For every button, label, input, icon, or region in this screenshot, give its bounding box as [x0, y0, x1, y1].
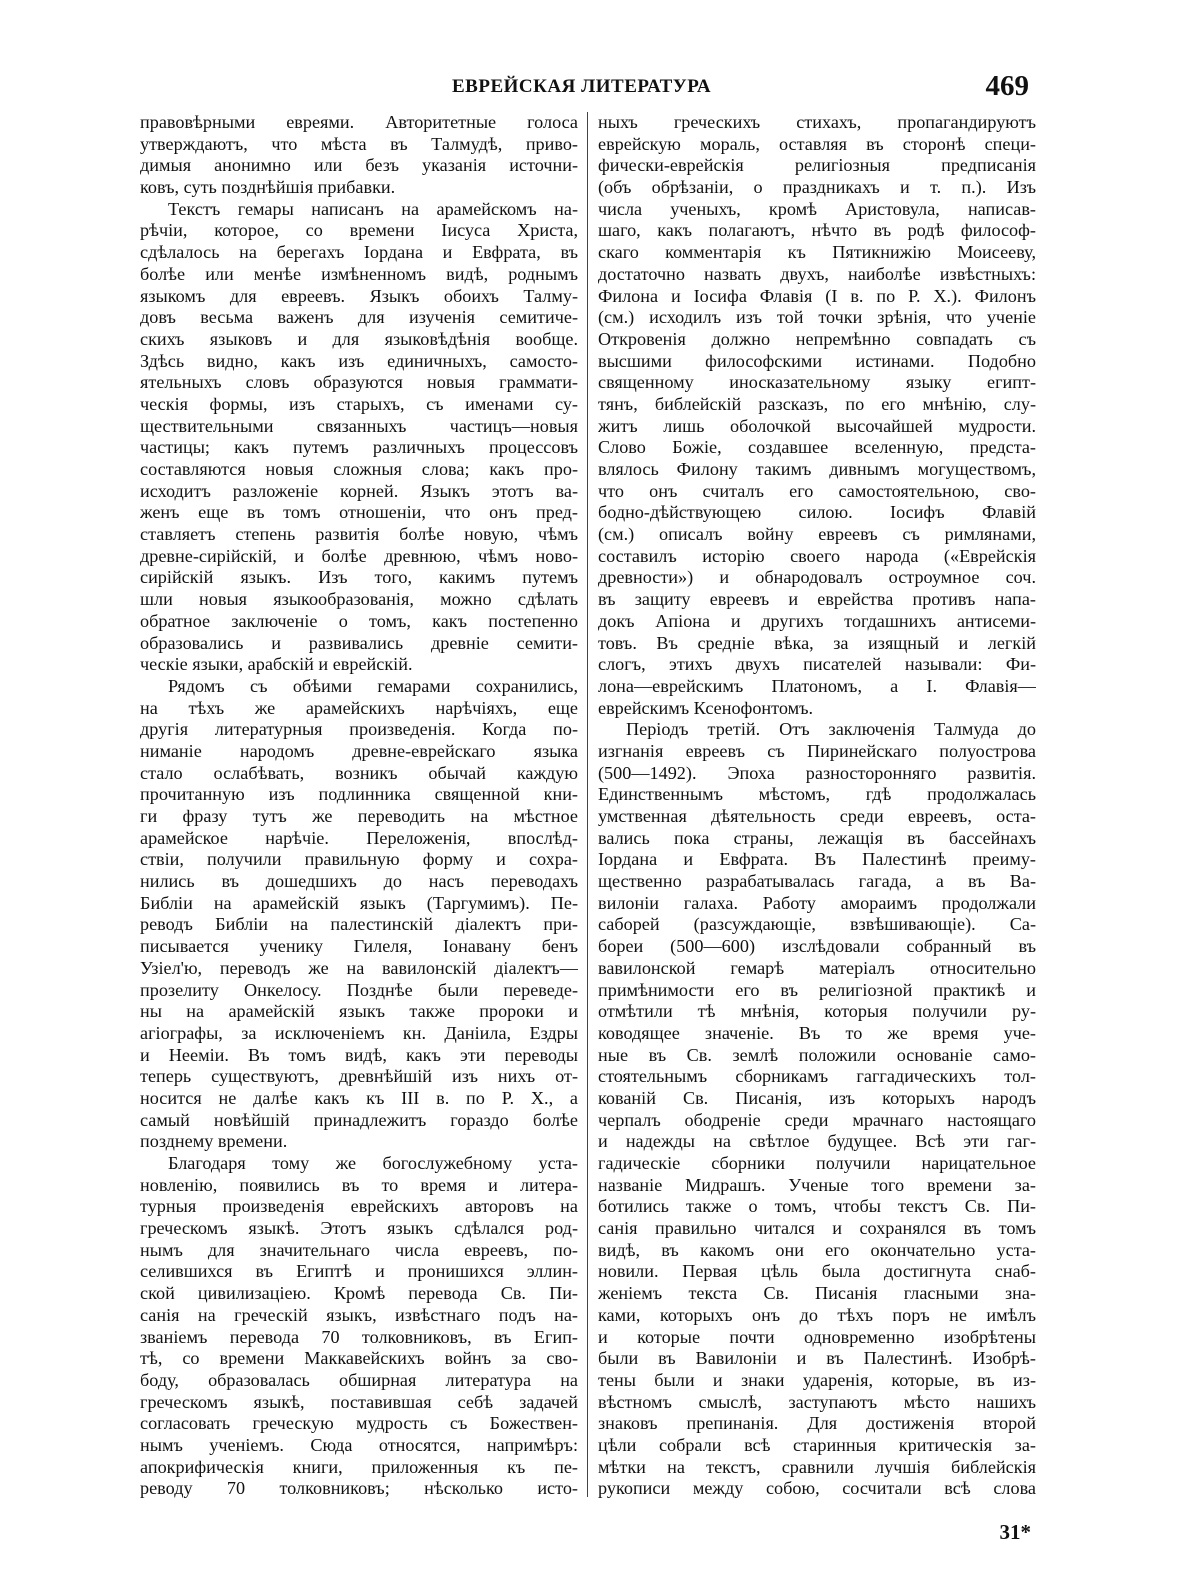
text-line: Слово Божіе, создавшее вселенную, предста-	[598, 437, 1036, 458]
text-line: писывается ученику Гилеля, Іонавану бенъ	[140, 936, 578, 957]
text-line: и Нееміи. Въ томъ видѣ, какъ эти переводы	[140, 1044, 578, 1065]
text-line: были въ Вавилоніи и въ Палестинѣ. Изобрѣ-	[598, 1348, 1036, 1369]
text-line: новили. Первая цѣль была достигнута снаб-	[598, 1261, 1036, 1282]
text-line: обратное заключеніе о томъ, какъ постепенно	[140, 610, 578, 631]
text-line: реводу 70 толковниковъ; нѣсколько исто-	[140, 1478, 578, 1499]
text-line: греческомъ языкѣ. Этотъ языкъ сдѣлался род-	[140, 1218, 578, 1239]
text-line: теперь существуютъ, древнѣйшій изъ нихъ от-	[140, 1066, 578, 1087]
text-line: Іордана и Евфрата. Въ Палестинѣ преиму-	[598, 849, 1036, 870]
text-line: въ защиту евреевъ и еврейства противъ напа-	[598, 589, 1036, 610]
text-line: Единственнымъ мѣстомъ, гдѣ продолжалась	[598, 784, 1036, 805]
text-line: (объ обрѣзаніи, о праздникахъ и т. п.). Изъ	[598, 177, 1036, 198]
text-line: Текстъ гемары написанъ на арамейскомъ на-	[168, 198, 578, 219]
text-line: составляются новыя сложныя слова; какъ про-	[140, 459, 578, 479]
text-line: званіемъ перевода 70 толковниковъ, въ Егип-	[140, 1326, 578, 1347]
text-line: языкомъ для евреевъ. Языкъ обоихъ Талму-	[140, 285, 578, 306]
text-line: достаточно назвать двухъ, наиболѣе извѣстныхъ:	[598, 263, 1036, 284]
text-line: утверждаютъ, что мѣста въ Талмудѣ, приво-	[140, 133, 578, 154]
text-line: шаго, какъ полагаютъ, нѣчто въ родѣ философ-	[598, 220, 1036, 241]
text-line: древности») и обнародовалъ остроумное соч.	[598, 567, 1036, 588]
text-line: еврейскую мораль, оставляя въ сторонѣ специ-	[598, 133, 1036, 154]
text-line: мѣтки на текстъ, сравнили лучшія библейскія	[598, 1456, 1036, 1477]
text-line: и надежды на свѣтлое будущее. Всѣ эти гаг-	[598, 1131, 1036, 1152]
text-line: числа ученыхъ, кромѣ Аристовула, написав-	[598, 198, 1036, 219]
text-line: тянъ, библейскій разсказъ, по его мнѣнію, слу-	[598, 393, 1036, 414]
text-line: на тѣхъ же арамейскихъ нарѣчіяхъ, еще	[140, 697, 578, 718]
text-line: ятельныхъ словъ образуются новыя граммати-	[140, 372, 578, 393]
text-line: образовались и развивались древніе семити-	[140, 632, 578, 653]
text-line: влялось Филону такимъ дивнымъ могуществомъ,	[598, 459, 1036, 479]
text-line: что онъ считалъ его самостоятельною, сво-	[598, 480, 1036, 501]
right-text-column	[598, 112, 1036, 1500]
text-line: димыя анонимно или безъ указанія источни-	[140, 155, 578, 176]
text-line: саборей (разсуждающіе, взвѣшивающіе). Са-	[598, 914, 1036, 935]
text-line: другія литературныя произведенія. Когда по-	[140, 719, 578, 740]
text-line: вались пока страны, лежащія въ бассейнахъ	[598, 827, 1036, 848]
text-line: ками, которыхъ онъ до тѣхъ поръ не имѣлъ	[598, 1304, 1036, 1325]
text-line: умственная дѣятельность среди евреевъ, оста-	[598, 806, 1036, 826]
text-line: Рядомъ съ обѣими гемарами сохранились,	[168, 675, 578, 696]
text-line: прочитанную изъ подлинника священной кни-	[140, 784, 578, 805]
text-line: Откровенія должно непремѣнно совпадать съ	[598, 328, 1036, 349]
text-line: Узіел'ю, переводъ же на вавилонскій діалектъ—	[140, 957, 578, 978]
text-line: ководящее значеніе. Въ то же время уче-	[598, 1022, 1036, 1043]
text-line: нымъ для значительнаго числа евреевъ, по-	[140, 1239, 578, 1260]
text-line: тѣ, со времени Маккавейскихъ войнъ за сво-	[140, 1348, 578, 1369]
text-line: ствіи, получили правильную форму и сохра-	[140, 849, 578, 870]
text-line: изгнанія евреевъ съ Пиринейскаго полуострова	[598, 740, 1036, 761]
text-line: видѣ, въ какомъ они его окончательно уста-	[598, 1239, 1036, 1260]
text-line: согласовать греческую мудрость съ Божествен-	[140, 1413, 578, 1434]
text-line: реводъ Библіи на палестинскій діалектъ при-	[140, 914, 578, 935]
text-line: частицы; какъ путемъ различныхъ процессовъ	[140, 437, 578, 458]
text-line: ниманіе народомъ древне-еврейскаго языка	[140, 740, 578, 761]
text-line: священному иносказательному языку египт-	[598, 372, 1036, 393]
text-line: арамейское нарѣчіе. Переложенія, впослѣд-	[140, 827, 578, 848]
text-line: женіемъ текста Св. Писанія гласными зна-	[598, 1283, 1036, 1304]
text-line: вавилонской гемарѣ матеріалъ относительно	[598, 957, 1036, 978]
text-line: ческіе языки, арабскій и еврейскій.	[140, 654, 413, 675]
text-line: ные въ Св. землѣ положили основаніе само-	[598, 1044, 1036, 1065]
text-line: шли новыя языкообразованія, можно сдѣлать	[140, 589, 578, 610]
text-line: ны на арамейскій языкъ также пророки и	[140, 1001, 578, 1022]
text-line: слогъ, этихъ двухъ писателей называли: Фи-	[598, 654, 1036, 675]
text-line: носится не далѣе какъ къ III в. по Р. Х., а	[140, 1087, 578, 1108]
text-line: фически-еврейскія религіозныя предписанія	[598, 155, 1036, 176]
text-line: (см.) исходилъ изъ той точки зрѣнія, что ученіе	[598, 307, 1036, 328]
text-line: апокрифическія книги, приложенныя къ пе-	[140, 1456, 578, 1477]
text-line: стало ослабѣвать, возникъ обычай каждую	[140, 762, 578, 783]
text-line: греческомъ языкѣ, поставившая себѣ задачей	[140, 1391, 578, 1412]
text-line: отмѣтили тѣ мнѣнія, которыя получили ру-	[598, 1001, 1036, 1022]
text-line: щественно разрабатывалась гагада, а въ Ва-	[598, 871, 1036, 892]
text-line: исходитъ разложеніе корней. Языкъ этотъ ва-	[140, 480, 578, 501]
text-line: еврейскимъ Ксенофонтомъ.	[598, 697, 814, 718]
text-line: лона—еврейскимъ Платономъ, а І. Флавія—	[598, 675, 1036, 696]
text-line: тены были и знаки ударенія, которые, въ из-	[598, 1369, 1036, 1390]
text-line: Здѣсь видно, какъ изъ единичныхъ, самосто-	[140, 350, 578, 371]
text-line: стоятельнымъ сборникамъ гаггадическихъ тол-	[598, 1066, 1036, 1087]
text-line: вѣстномъ смыслѣ, заступаютъ мѣсто нашихъ	[598, 1391, 1036, 1412]
text-line: знаковъ препинанія. Для достиженія второй	[598, 1413, 1036, 1434]
text-line: женъ еще въ томъ отношеніи, что онъ пред-	[140, 502, 578, 523]
text-line: (см.) описалъ войну евреевъ съ римлянами,	[598, 524, 1036, 545]
text-line: Библіи на арамейскій языкъ (Таргумимъ). Пе-	[140, 892, 578, 913]
running-header-title: ЕВРЕЙСКАЯ ЛИТЕРАТУРА	[452, 76, 712, 97]
text-line: рукописи между собою, сосчитали всѣ слова	[598, 1478, 1036, 1499]
text-line: довъ весьма важенъ для изученія семитиче-	[140, 307, 578, 328]
text-line: ги фразу тутъ же переводить на мѣстное	[140, 806, 578, 826]
text-line: составилъ исторію своего народа («Еврейскія	[598, 545, 1036, 566]
text-line: кованій Св. Писанія, изъ которыхъ народъ	[598, 1087, 1036, 1108]
text-line: рѣчіи, которое, со времени Іисуса Христа,	[140, 220, 578, 241]
text-line: сирійскій языкъ. Изъ того, какимъ путемъ	[140, 567, 578, 588]
text-line: и которые почти одновременно изобрѣтены	[598, 1326, 1036, 1347]
text-line: турныя произведенія еврейскихъ авторовъ на	[140, 1196, 578, 1217]
text-line: ской цивилизаціею. Кромѣ перевода Св. Пи-	[140, 1283, 578, 1304]
text-line: боду, образовалась обширная литература на	[140, 1369, 578, 1390]
text-line: цѣли собрали всѣ старинныя критическія за-	[598, 1434, 1036, 1455]
text-line: агіографы, за исключеніемъ кн. Даніила, Ездры	[140, 1022, 578, 1043]
text-line: позднему времени.	[140, 1131, 288, 1152]
text-line: примѣнимости его въ религіозной практикѣ и	[598, 979, 1036, 1000]
text-line: ныхъ греческихъ стихахъ, пропагандируютъ	[598, 112, 1036, 132]
text-line: названіе Мидрашъ. Ученые того времени за-	[598, 1174, 1036, 1195]
text-line: ботились также о томъ, чтобы текстъ Св. Пи-	[598, 1196, 1036, 1217]
text-line: Филона и Іосифа Флавія (I в. по Р. Х.). Филонъ	[598, 285, 1036, 306]
text-line: ществительными связанныхъ частицъ—новыя	[140, 415, 578, 436]
text-line: вилоніи галаха. Работу амораимъ продолжали	[598, 892, 1036, 913]
text-line: болѣе или менѣе измѣненномъ видѣ, роднымъ	[140, 263, 578, 284]
text-line: нились въ дошедшихъ до насъ переводахъ	[140, 871, 578, 892]
text-line: нымъ ученіемъ. Сюда относятся, напримѣръ:	[140, 1434, 578, 1455]
text-line: самый новѣйшій принадлежитъ гораздо болѣе	[140, 1109, 578, 1130]
text-line: товъ. Въ средніе вѣка, за изящный и легкій	[598, 632, 1036, 653]
left-text-column	[140, 112, 578, 1500]
printer-signature-mark: 31*	[999, 1520, 1031, 1544]
column-divider-rule	[587, 112, 588, 1497]
text-line: Благодаря тому же богослужебному уста-	[168, 1153, 578, 1173]
text-line: древне-сирійскій, и болѣе древнюю, чѣмъ ново-	[140, 545, 578, 566]
text-line: бореи (500—600) изслѣдовали собранный въ	[598, 936, 1036, 957]
text-line: житъ лишь оболочкой высочайшей мудрости.	[598, 415, 1036, 436]
text-line: Періодъ третій. Отъ заключенія Талмуда до	[626, 719, 1036, 740]
text-line: черпалъ ободреніе среди мрачнаго настоящаго	[598, 1109, 1036, 1130]
text-line: правовѣрными евреями. Авторитетные голоса	[140, 112, 578, 132]
text-line: докъ Апіона и другихъ тогдашнихъ антисеми-	[598, 610, 1036, 631]
text-line: селившихся въ Египтѣ и пронишихся эллин-	[140, 1261, 578, 1282]
text-line: санія на греческій языкъ, извѣстнаго подъ на-	[140, 1304, 578, 1325]
text-line: санія правильно читался и сохранялся въ томъ	[598, 1218, 1036, 1239]
text-line: скихъ языковъ и для языковѣдѣнія вообще.	[140, 328, 578, 349]
text-line: прозелиту Онкелосу. Позднѣе были переведе-	[140, 979, 578, 1000]
text-line: новленію, появились въ то время и литера-	[140, 1174, 578, 1195]
text-line: (500—1492). Эпоха разносторонняго развитія.	[598, 762, 1036, 783]
text-line: гадическіе сборники получили нарицательное	[598, 1153, 1036, 1173]
text-line: ковъ, суть позднѣйшія прибавки.	[140, 177, 396, 198]
page-number: 469	[985, 70, 1029, 102]
text-line: бодно-дѣйствующею силою. Іосифъ Флавій	[598, 502, 1036, 523]
text-line: сдѣлалось на берегахъ Іордана и Евфрата, въ	[140, 242, 578, 263]
text-line: ческія формы, изъ старыхъ, съ именами су-	[140, 393, 578, 414]
text-line: высшими философскими истинами. Подобно	[598, 350, 1036, 371]
text-line: ставляетъ степень развитія болѣе новую, чѣмъ	[140, 524, 578, 545]
text-line: скаго комментарія къ Пятикнижію Моисееву,	[598, 242, 1036, 263]
